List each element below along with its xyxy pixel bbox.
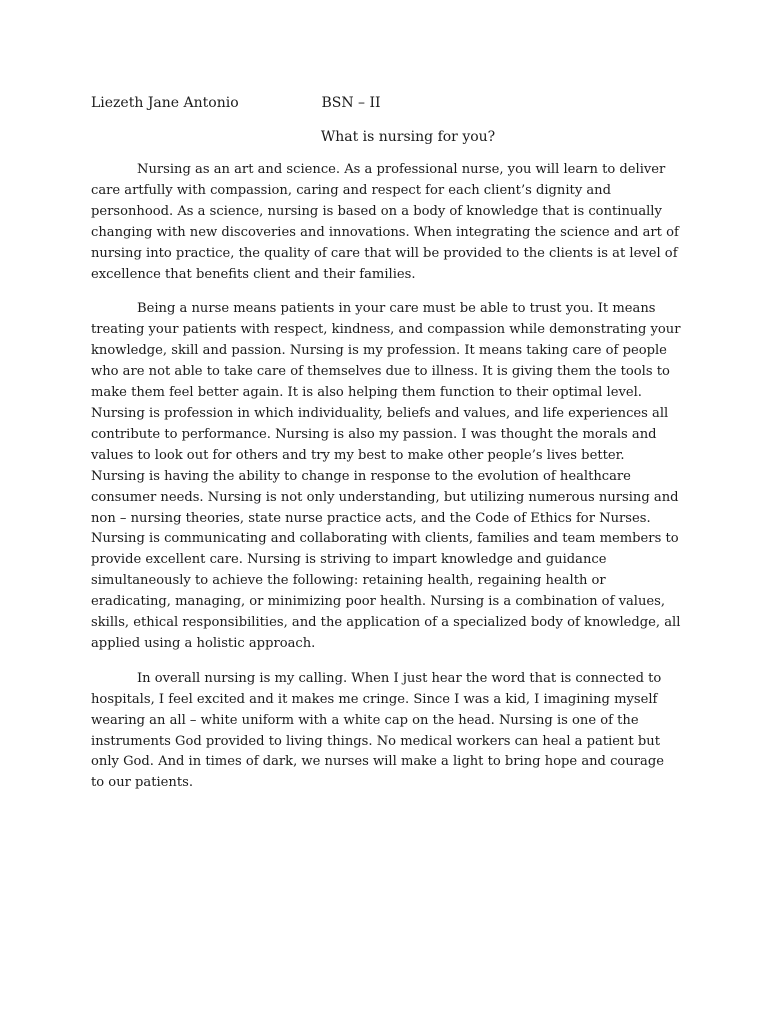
paragraph-3: In overall nursing is my calling. When I just hear the word that is connected to hospitals, I feel excited and it makes me cringe. Since I was a kid, I imagining myself wearing an all – white uniform with a white cap on the head. Nursing is one of the instruments God provided to living things. No medical workers can heal a patient but only God. And in times of dark, we nurses will make a light to bring hope and courage to our patients. [91, 670, 664, 791]
paragraph-1: Nursing as an art and science. As a professional nurse, you will learn to deliver care artfully with compassion, caring and respect for each client’s dignity and personhood. As a science, nursing is based on a body of knowledge that is continually changing with new discoveries and innovations. When integrating the science and art of nursing into practice, the quality of care that will be provided to the clients is at level of excellence that benefits client and their families. [91, 162, 679, 282]
header-line [91, 94, 381, 112]
author-name: Liezeth Jane Antonio [91, 95, 239, 111]
essay-body [91, 160, 681, 808]
page-title: What is nursing for you? [320, 129, 496, 145]
course-label: BSN – II [321, 95, 381, 111]
paragraph-2: Being a nurse means patients in your care must be able to trust you. It means treating your patients with respect, kindness, and compassion while demonstrating your knowledge, skill and passion. Nursing is my profession. It means taking care of people who are not able to take care of themselves due to illness. It is giving them the tools to make them feel better again. It is also helping them function to their optimal level. Nursing is profession in which individuality, beliefs and values, and life experiences all contribute to performance. Nursing is also my passion. I was thought the morals and values to look out for others and try my best to make other people’s lives better. Nursing is having the ability to change in response to the evolution of healthcare consumer needs. Nursing is not only understanding, but utilizing numerous nursing and non – nursing theories, state nurse practice acts, and the Code of Ethics for Nurses. Nursing is communicating and collaborating with clients, families and team members to provide excellent care. Nursing is striving to impart knowledge and guidance simultaneously to achieve the following: retaining health, regaining health or eradicating, managing, or minimizing poor health. Nursing is a combination of values, skills, ethical responsibilities, and the application of a specialized body of knowledge, all applied using a holistic approach. [91, 301, 681, 651]
